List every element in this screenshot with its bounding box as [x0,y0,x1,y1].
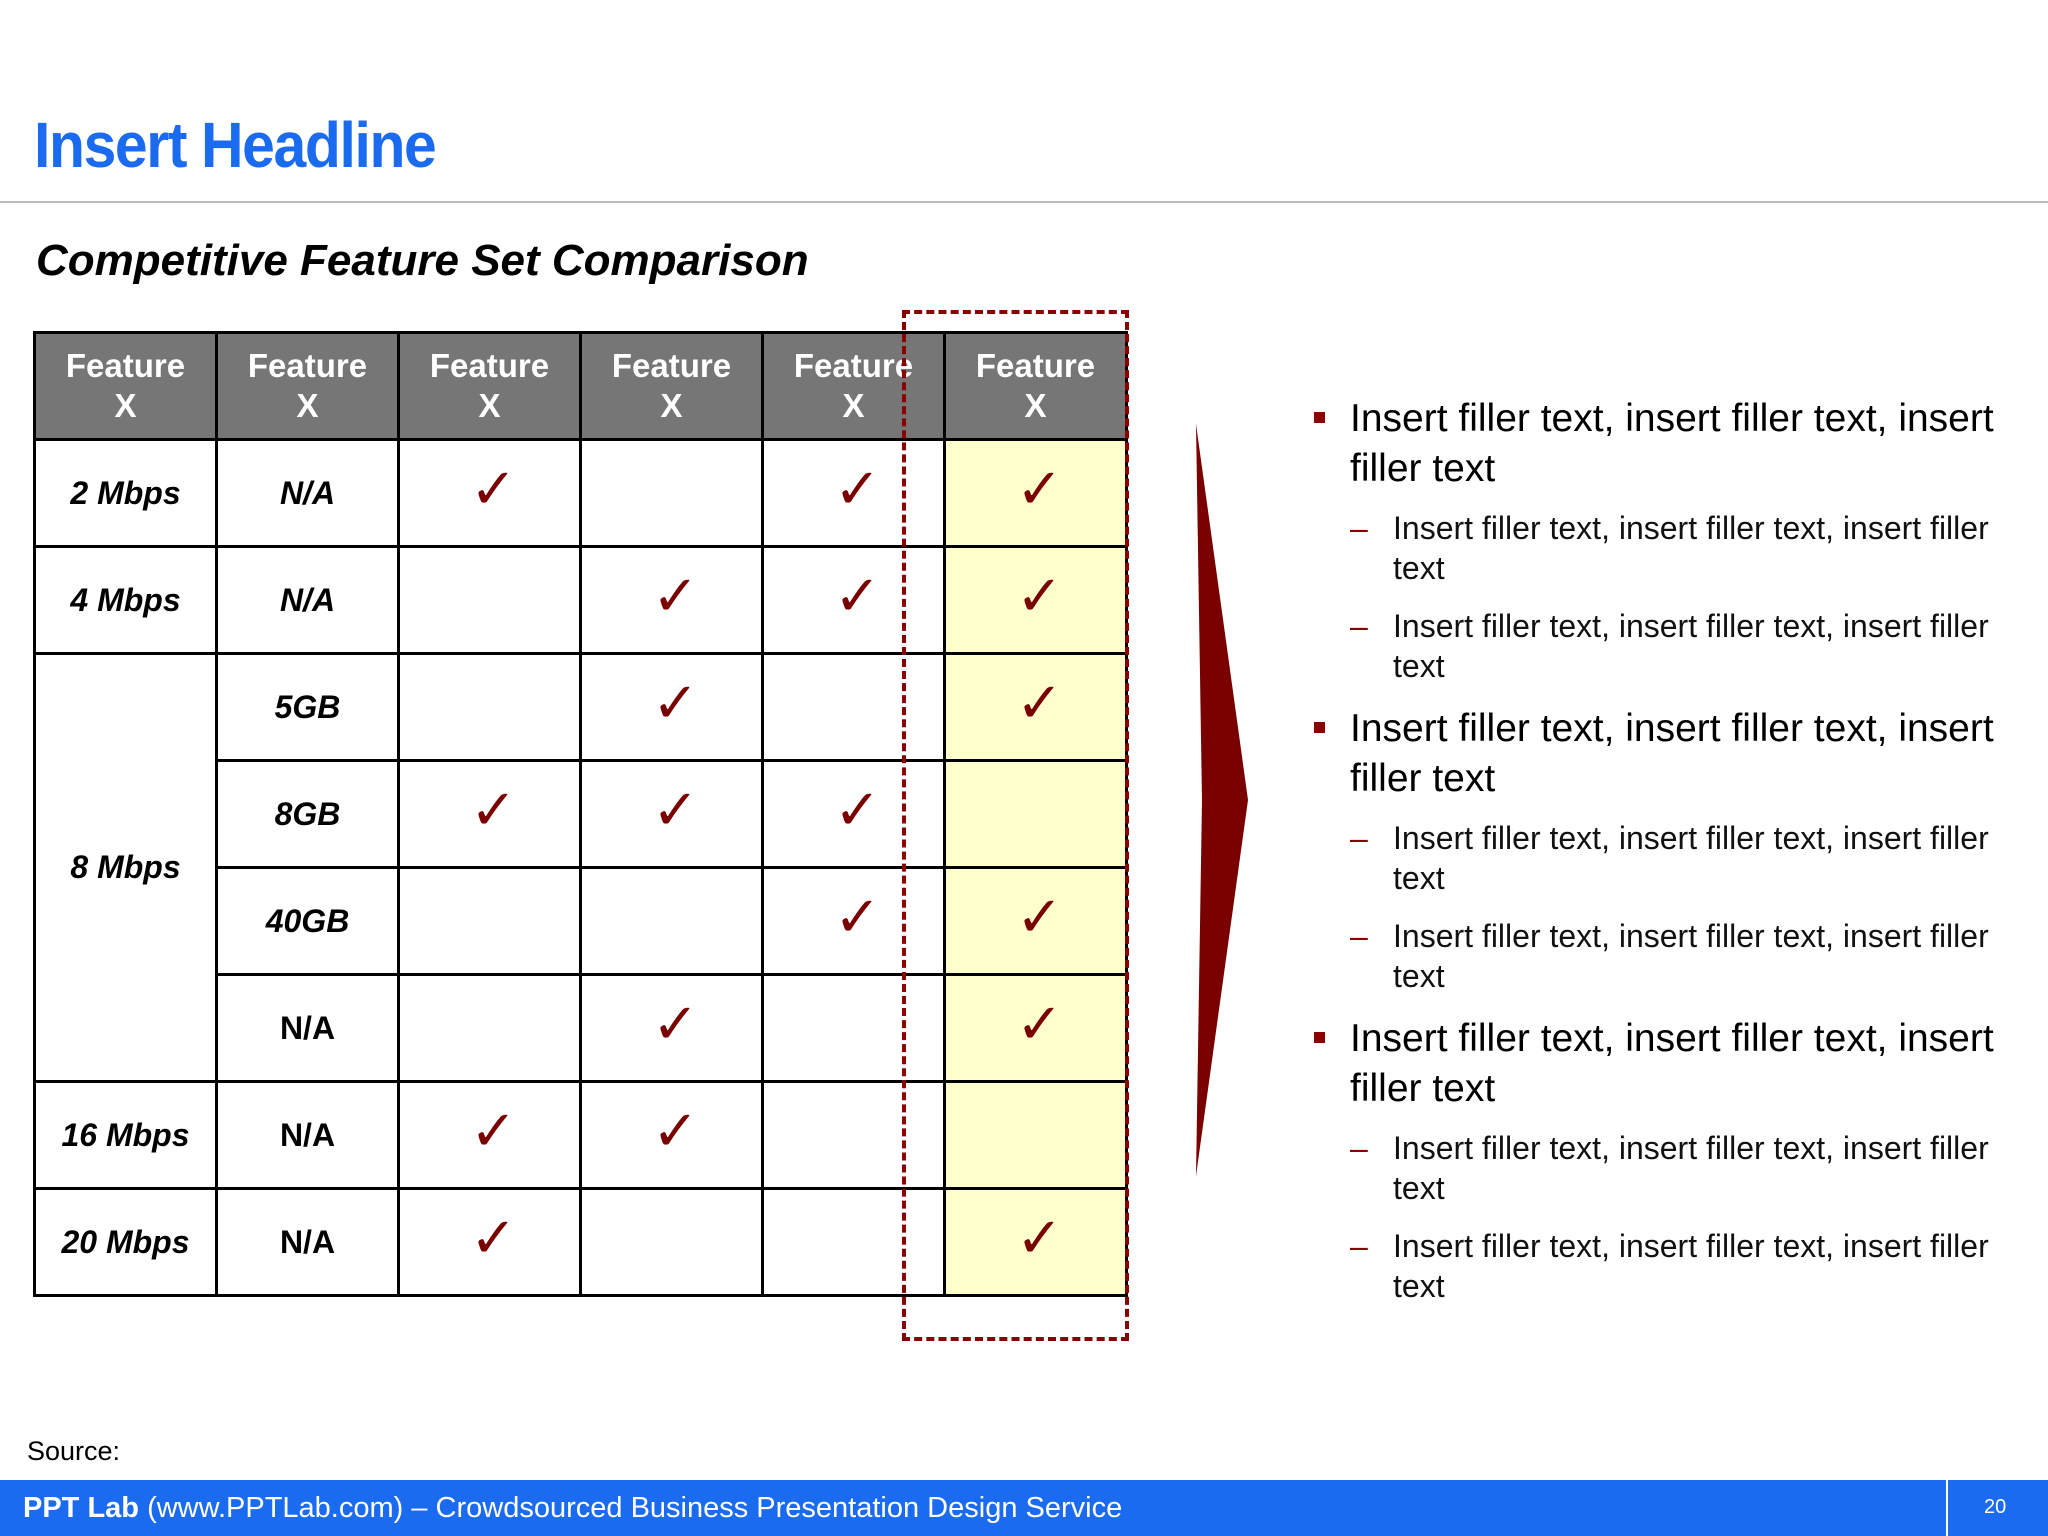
checkmark-icon: ✓ [470,1206,517,1269]
check-cell [399,975,581,1082]
column-header: Feature X [217,333,399,440]
bullet-text: Insert filler text, insert filler text, insert filler text [1350,397,1994,490]
checkmark-icon: ✓ [652,992,699,1055]
checkmark-icon: ✓ [652,1099,699,1162]
sub-bullet-text: Insert filler text, insert filler text, insert filler text [1393,1130,1989,1206]
highlight-column-dashed-box [902,310,1129,1341]
page-headline: Insert Headline [34,109,436,181]
dash-bullet-icon: – [1350,1228,1368,1264]
checkmark-icon: ✓ [1016,457,1063,520]
size-cell: 5GB [217,654,399,761]
column-header: Feature X [399,333,581,440]
sub-bullet-item [1310,606,2010,686]
checkmark-icon: ✓ [1016,564,1063,627]
checkmark-icon: ✓ [652,564,699,627]
check-cell [581,1082,763,1189]
size-cell: N/A [217,440,399,547]
checkmark-icon: ✓ [834,778,881,841]
check-cell [399,761,581,868]
bullet-item [1310,394,2010,494]
speed-cell: 4 Mbps [35,547,217,654]
bullet-text: Insert filler text, insert filler text, insert filler text [1350,1017,1994,1110]
section-subtitle: Competitive Feature Set Comparison [36,236,809,285]
check-cell [399,1082,581,1189]
sub-bullet-text: Insert filler text, insert filler text, insert filler text [1393,608,1989,684]
check-cell [581,761,763,868]
check-cell [399,1189,581,1296]
bullet-list [1310,394,2010,1324]
check-cell [581,654,763,761]
checkmark-icon: ✓ [834,885,881,948]
sub-bullet-text: Insert filler text, insert filler text, insert filler text [1393,918,1989,994]
speed-cell: 8 Mbps [35,654,217,1082]
square-bullet-icon [1314,722,1325,733]
footer-divider [1946,1480,1948,1536]
column-header: Feature X [35,333,217,440]
dash-bullet-icon: – [1350,510,1368,546]
check-cell [581,1189,763,1296]
checkmark-icon: ✓ [470,1099,517,1162]
sub-bullet-text: Insert filler text, insert filler text, insert filler text [1393,820,1989,896]
sub-bullet-text: Insert filler text, insert filler text, insert filler text [1393,1228,1989,1304]
footer-text [23,1492,1122,1525]
source-note: Source: [27,1436,121,1466]
check-cell [399,440,581,547]
square-bullet-icon [1314,1032,1325,1043]
column-header: Feature X [763,333,945,440]
bullet-text: Insert filler text, insert filler text, insert filler text [1350,707,1994,800]
checkmark-icon: ✓ [834,457,881,520]
checkmark-icon: ✓ [470,778,517,841]
speed-cell: 2 Mbps [35,440,217,547]
bullet-item [1310,704,2010,804]
check-cell [581,975,763,1082]
size-cell: N/A [217,975,399,1082]
dash-bullet-icon: – [1350,820,1368,856]
size-cell: 40GB [217,868,399,975]
size-cell: N/A [217,1082,399,1189]
check-cell [399,654,581,761]
sub-bullet-item [1310,508,2010,588]
checkmark-icon: ✓ [1016,885,1063,948]
dash-bullet-icon: – [1350,1130,1368,1166]
checkmark-icon: ✓ [470,457,517,520]
checkmark-icon: ✓ [1016,671,1063,734]
check-cell [581,547,763,654]
checkmark-icon: ✓ [1016,1206,1063,1269]
page-number: 20 [1984,1496,2007,1518]
footer-tagline: (www.PPTLab.com) – Crowdsourced Business Presentation Design Service [139,1492,1123,1524]
size-cell: 8GB [217,761,399,868]
checkmark-icon: ✓ [652,778,699,841]
sub-bullet-item [1310,1128,2010,1208]
dash-bullet-icon: – [1350,608,1368,644]
column-header: Feature X [945,333,1127,440]
speed-cell: 16 Mbps [35,1082,217,1189]
check-cell [581,440,763,547]
size-cell: N/A [217,1189,399,1296]
check-cell [399,547,581,654]
sub-bullet-item [1310,818,2010,898]
speed-cell: 20 Mbps [35,1189,217,1296]
column-header: Feature X [581,333,763,440]
headline-divider [0,201,2048,203]
check-cell [399,868,581,975]
checkmark-icon: ✓ [652,671,699,734]
dash-bullet-icon: – [1350,918,1368,954]
checkmark-icon: ✓ [834,564,881,627]
check-cell [581,868,763,975]
sub-bullet-item [1310,1226,2010,1306]
footer-brand: PPT Lab [23,1492,140,1524]
square-bullet-icon [1314,412,1325,423]
footer-bar [0,1480,2048,1536]
size-cell: N/A [217,547,399,654]
checkmark-icon: ✓ [1016,992,1063,1055]
bullet-item [1310,1014,2010,1114]
sub-bullet-text: Insert filler text, insert filler text, insert filler text [1393,510,1989,586]
sub-bullet-item [1310,916,2010,996]
chevron-arrow-icon [1196,424,1252,1176]
